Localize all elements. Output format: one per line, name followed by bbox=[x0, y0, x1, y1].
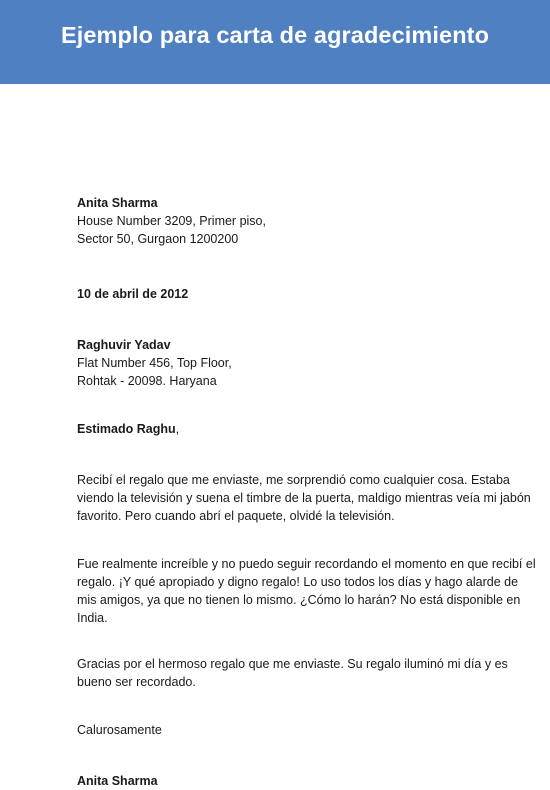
paragraph-line: mis amigos, ya que no tienen lo mismo. ¿Cómo lo harán? No está disponible en bbox=[77, 593, 521, 607]
salutation-punctuation: , bbox=[175, 422, 180, 436]
salutation bbox=[77, 420, 517, 438]
paragraph-line: bueno ser recordado. bbox=[77, 675, 196, 689]
paragraph-line: Fue realmente increíble y no puedo seguir recordando el momento en que recibí el bbox=[77, 557, 536, 571]
sender-name: Anita Sharma bbox=[77, 196, 158, 210]
salutation-block bbox=[77, 420, 517, 438]
closing: Calurosamente bbox=[77, 723, 162, 737]
recipient-address-line: Flat Number 456, Top Floor, bbox=[77, 356, 232, 370]
salutation-text: Estimado Raghu bbox=[77, 422, 176, 436]
paragraph-line: India. bbox=[77, 611, 108, 625]
body-paragraph bbox=[77, 655, 517, 691]
sender-address-line: House Number 3209, Primer piso, bbox=[77, 214, 266, 228]
recipient-block bbox=[77, 336, 517, 390]
signature-block bbox=[77, 772, 517, 790]
recipient-name: Raghuvir Yadav bbox=[77, 338, 171, 352]
paragraph-line: viendo la televisión y suena el timbre de la puerta, maldigo mientras veía mi jabón bbox=[77, 491, 531, 505]
header-banner bbox=[0, 0, 550, 84]
body-paragraph bbox=[77, 555, 536, 627]
body-paragraph bbox=[77, 471, 531, 525]
sender-block bbox=[77, 194, 517, 248]
sender-address-line: Sector 50, Gurgaon 1200200 bbox=[77, 232, 239, 246]
recipient-address-line: Rohtak - 20098. Haryana bbox=[77, 374, 217, 388]
letter-date: 10 de abril de 2012 bbox=[77, 287, 189, 301]
date-block bbox=[77, 285, 517, 303]
paragraph-line: regalo. ¡Y qué apropiado y digno regalo! Lo uso todos los días y hago alarde de bbox=[77, 575, 519, 589]
paragraph-line: Recibí el regalo que me enviaste, me sorprendió como cualquier cosa. Estaba bbox=[77, 473, 510, 487]
paragraph-line: Gracias por el hermoso regalo que me enviaste. Su regalo iluminó mi día y es bbox=[77, 657, 508, 671]
page-title: Ejemplo para carta de agradecimiento bbox=[60, 21, 490, 48]
paragraph-line: favorito. Pero cuando abrí el paquete, olvidé la televisión. bbox=[77, 509, 395, 523]
closing-block bbox=[77, 721, 517, 739]
signature: Anita Sharma bbox=[77, 774, 158, 788]
